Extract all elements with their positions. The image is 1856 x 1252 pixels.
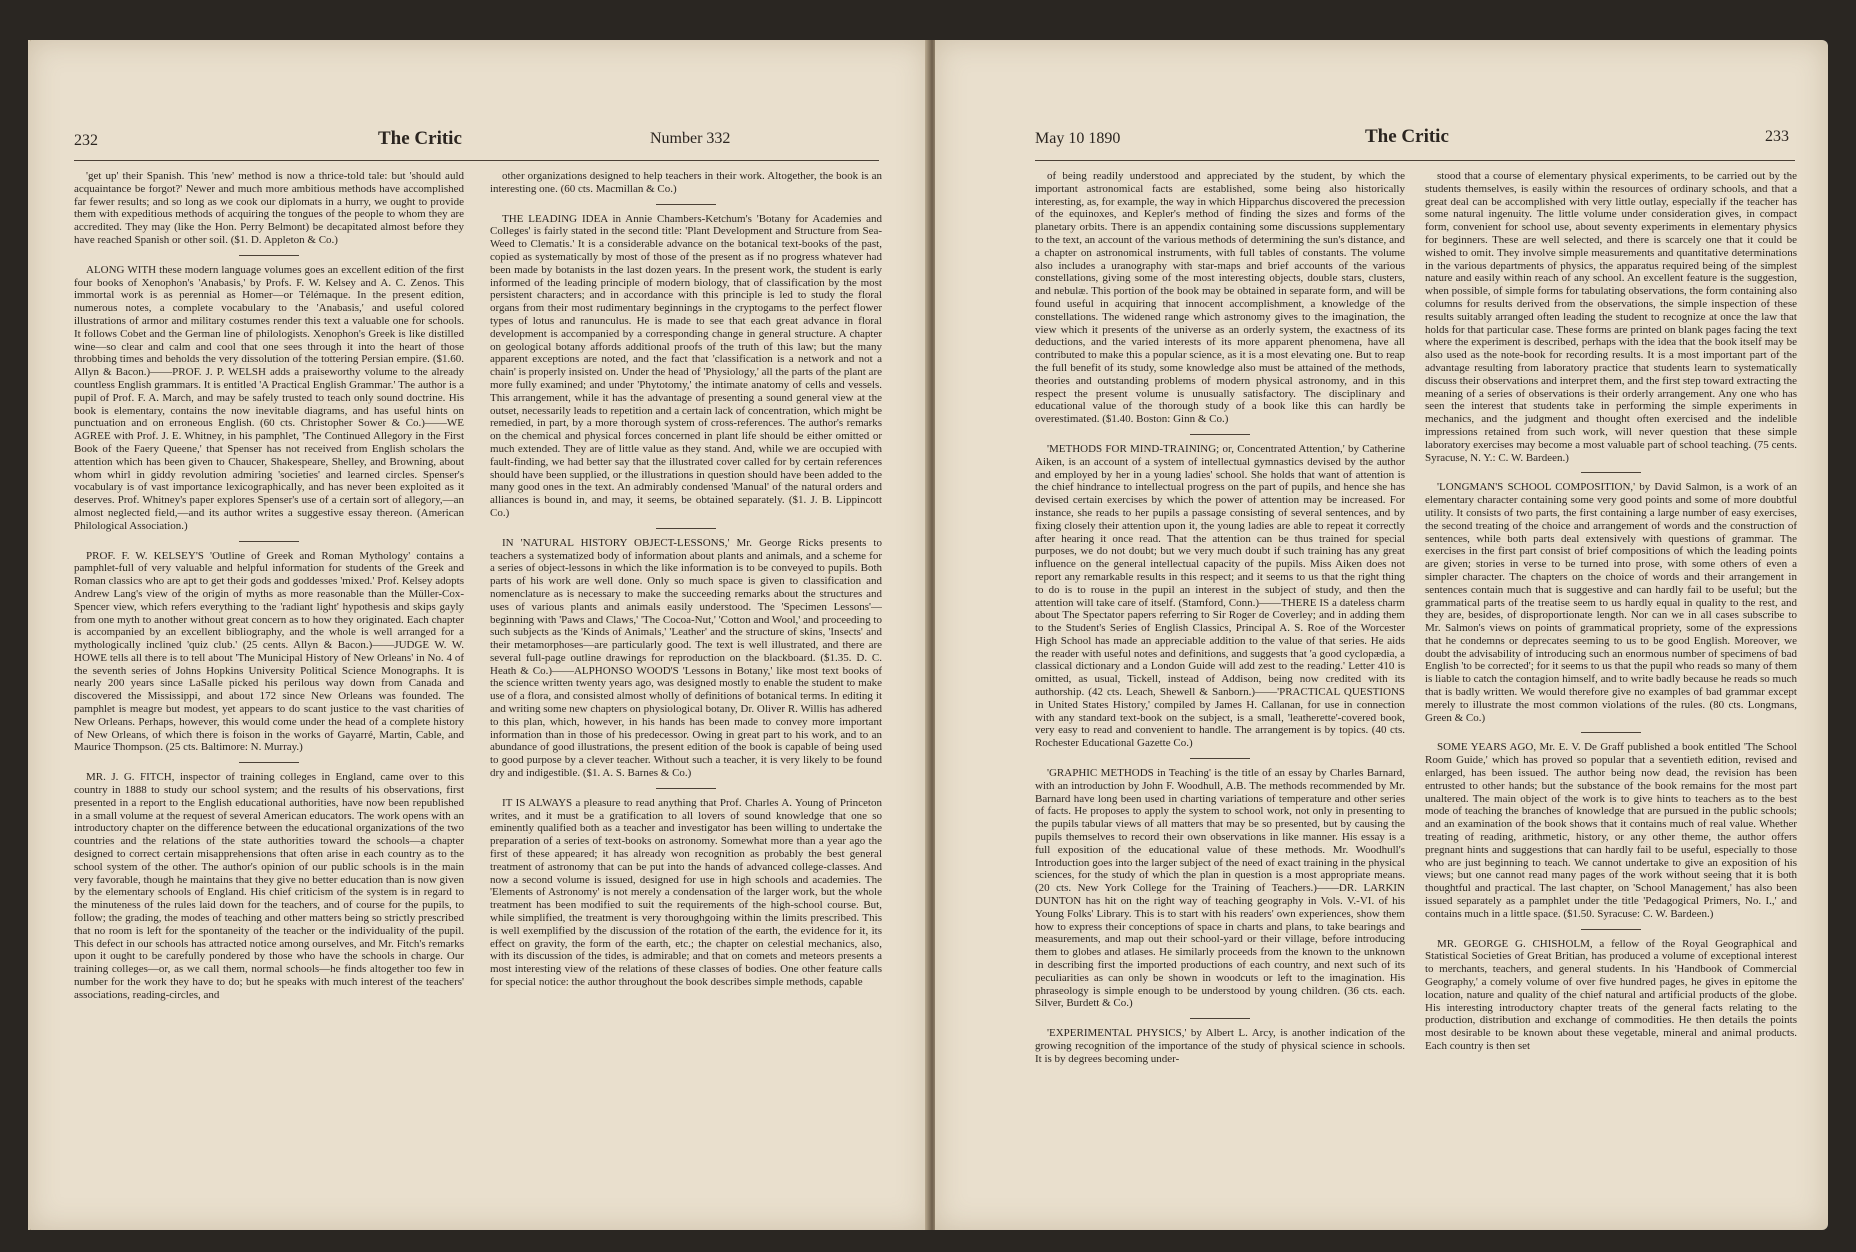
review-paragraph: ALONG WITH these modern language volumes goes an excellent edition of the first four books of Xenophon's 'Anabasis,' by Profs. F. W. Kelsey and A. C. Zenos. This immortal work is as perennial as Homer—or Télémaque. In the present edition, numerous notes, a complete vocabulary to the 'Anabasis,' and useful colored illustrations of armor and military costumes render this text a valuable one for schools. It follows Cobet and the German line of philologists. Xenophon's Greek is like distilled wine—so clear and calm and cool that one sees through it into the heart of those throbbing times and beholds the very dissolution of the tottering Persian empire. ($1.60. Allyn & Bacon.)——PROF. J. P. WELSH adds a praiseworthy volume to the already countless English grammars. It is entitled 'A Practical English Grammar.' The author is a pupil of Prof. F. A. March, and may be safely trusted to teach only sound doctrine. His book is elementary, contains the now inevitable diagrams, and has useful hints on punctuation and on erroneous English. (60 cts. Christopher Sower & Co.)——WE AGREE with Prof. J. E. Whitney, in his pamphlet, 'The Continued Allegory in the First Book of the Faery Queene,' that Spenser has not received from English scholars the attention which has been given to Chaucer, Shakespeare, Shelley, and Browning, about whom whirl in giddy revolution admiring 'societies' and learned circles. Spenser's vocabulary is of vast importance lexicographically, and has never been exploited as it deserves. Prof. Whitney's paper explores Spenser's use of a certain sort of allegory,—an almost neglected field,—and its author writes a suggestive essay thereon. (American Philological Association.) — [74, 263, 464, 532]
left-issue-number: Number 332 — [650, 130, 731, 147]
separator — [239, 541, 299, 542]
separator — [239, 762, 299, 763]
review-paragraph: 'METHODS FOR MIND-TRAINING; or, Concentrated Attention,' by Catherine Aiken, is an account of a system of intellectual gymnastics devised by the author and employed by her in a young ladies' school. She holds that want of attention is the chief hindrance to intellectual progress on the part of pupils, and hence she has devised certain exercises by which the power of attention may be increased. For instance, she reads to her pupils a passage consisting of several sentences, and by fixing closely their attention upon it, the young ladies are able to repeat it correctly after hearing it once read. That the attention can be thus trained for special purposes, we do not doubt; but we very much doubt if such training has any great influence on the general intellectual capacity of the pupils. Miss Aiken does not report any remarkable results in this respect; and it seems to us that the right thing to do is to rouse in the pupil an interest in the subject of study, and then the attention will take care of itself. (Stamford, Conn.)——THERE IS a dateless charm about The Spectator papers referring to Sir Roger de Coverley; and in adding them to the Student's Series of English Classics, Principal A. S. Roe of the Worcester High School has made an appreciable addition to the value of that series. He aids the reader with useful notes and definitions, and suggests that 'a good cyclopædia, a classical dictionary and a London Guide will add zest to the reading.' Letter 410 is omitted, as usual, Tickell, instead of Addison, being now credited with its authorship. (42 cts. Leach, Shewell & Sanborn.)——'PRACTICAL QUESTIONS in United States History,' compiled by James H. Callanan, for use in connection with any standard text-book on the subject, is a small, 'leatherette'-covered book, very easy to read and convenient to handle. The arrangement is by topics. (40 cts. Rochester Educational Gazette Co.) — [1035, 442, 1405, 750]
separator — [1190, 758, 1250, 759]
review-paragraph: THE LEADING IDEA in Annie Chambers-Ketchum's 'Botany for Academies and Colleges' is fairly stated in the second title: 'Plant Development and Structure from Sea-Weed to Clematis.' It is a considerable advance on the botanical text-books of the past, copied as systematically by most of those of the present as if no progress whatever had been made by botanists in the last dozen years. In the present work, the student is early informed of the leading principle of modern biology, that of classification by the most persistent characters; and in accordance with this principle is led to study the floral organs from their most rudimentary beginnings in the cryptogams to the perfect flower types of lotus and ranunculus. He is made to see that each great advance in floral development is accompanied by a corresponding change in general structure. A chapter on geological botany affords additional proofs of the truth of this law; but the many apparent exceptions are noted, and the fact that 'classification is a network and not a chain' is properly insisted on. Under the head of 'Physiology,' all the parts of the plant are more fully examined; and under 'Phytotomy,' the intimate anatomy of cells and vessels. This arrangement, while it has the advantage of presenting a sound general view at the outset, necessarily leads to repetition and a certain lack of concentration, which might be remedied, in part, by a more thorough system of cross-references. The author's remarks on the chemical and physical forces concerned in plant life should be either omitted or much extended. They are of little value as they stand. And, while we are occupied with fault-finding, we had better say that the illustrated cover called for by certain references should have been supplied, or the illustrations in question should have been added to the many good ones in the text. An admirably condensed 'Manual' of the natural orders and alliances is bound in, and may, it seems, be obtained separately. ($1. J. B. Lippincott Co.) — [490, 212, 882, 519]
left-column-1 — [74, 170, 464, 1225]
review-paragraph: 'GRAPHIC METHODS in Teaching' is the title of an essay by Charles Barnard, with an introduction by John F. Woodhull, A.B. The methods recommended by Mr. Barnard have long been used in charting variations of temperature and other series of facts. He proposes to apply the system to school work, not only in presenting to the pupils tabular views of all matters that may be so presented, but by causing the pupils themselves to record their own observations in like manner. His essay is a full exposition of the educational value of these methods. Mr. Woodhull's Introduction goes into the larger subject of the need of exact training in the physical sciences, for the study of which the plan in question is a most appropriate means. (20 cts. New York College for the Training of Teachers.)——DR. LARKIN DUNTON has hit on the right way of teaching geography in Vols. V.-VI. of his Young Folks' Library. This is to start with his readers' own experiences, show them how to express their conceptions of space in charts and plans, to take bearings and measurements, and map out their school-yard or their village, before introducing them to globes and atlases. He similarly proceeds from the known to the unknown in describing first the imported productions of each country, and next such of its peculiarities as can only be shown in woodcuts or left to the imagination. His phraseology is simple enough to be understood by young children. (36 cts. each. Silver, Burdett & Co.) — [1035, 767, 1405, 1010]
separator — [239, 255, 299, 256]
separator — [1581, 929, 1641, 930]
left-column-2 — [490, 170, 882, 1225]
right-column-2 — [1425, 170, 1797, 1225]
review-paragraph: 'EXPERIMENTAL PHYSICS,' by Albert L. Arcy, is another indication of the growing recognition of the importance of the study of physical science in schools. It is by degrees becoming under- — [1035, 1027, 1405, 1065]
separator — [656, 204, 716, 205]
left-page-title: The Critic — [378, 128, 462, 149]
separator — [1581, 732, 1641, 733]
separator — [1190, 434, 1250, 435]
review-paragraph: stood that a course of elementary physical experiments, to be carried out by the students themselves, is easily within the resources of ordinary schools, and that a great deal can be accomplished with very little outlay, especially if the teacher has some natural ingenuity. The little volume under consideration gives, in compact form, convenient for school use, about seventy experiments in elementary physics for beginners. These are well selected, and there is scarcely one that it could be wished to omit. They involve simple measurements and quantitative determinations in the various departments of physics, the apparatus required being of the simplest nature and easily within reach of any school. An excellent feature is the suggestion, when possible, of simple forms for tabulating observations, the form containing also columns for results derived from the observations, the simple inspection of these results suitably arranged often leading the student to recognize at once the law that holds for that particular case. These forms are printed on blank pages facing the text where the experiment is described, perhaps with the idea that the book itself may be also used as the note-book for recording results. It is a most important part of the advantage resulting from laboratory practice that students learn to systematically discuss their observations and interpret them, and the first step toward extracting the meaning of a series of observations is their orderly arrangement. Any one who has seen the interest that students take in performing the simple experiments in mechanics, and the judgment and thought often exercised and the indelible impressions retained from such work, will never question that these simple laboratory exercises may become a most valuable part of school teaching. (75 cents. Syracuse, N. Y.: C. W. Bardeen.) — [1425, 170, 1797, 464]
review-paragraph: 'get up' their Spanish. This 'new' method is now a thrice-told tale: but 'should auld acquaintance be forgot?' Newer and much more ambitious methods have accomplished far fewer results; and so long as we cook our diplomats in a hurry, we ought to provide them with expeditious methods of acquiring the tongues of the people to whom they are accredited. They may (like the Hon. Perry Belmont) be decapitated almost before they have reached Spanish or other soil. ($1. D. Appleton & Co.) — [74, 170, 464, 246]
right-page-number: 233 — [1765, 128, 1789, 145]
review-paragraph: PROF. F. W. KELSEY'S 'Outline of Greek and Roman Mythology' contains a pamphlet-full of very valuable and helpful information for students of the Greek and Roman classics who are apt to get their gods and goddesses 'mixed.' Prof. Kelsey adopts Andrew Lang's view of the origin of myths as more reasonable than the Müller-Cox-Spencer view, which refers everything to the 'radiant light' hypothesis and skips gayly from one myth to another without great concern as to how they originated. Each chapter is accompanied by an excellent bibliography, and the whole is well arranged for a mythologically inclined 'quiz club.' (25 cents. Allyn & Bacon.)——JUDGE W. W. HOWE tells all there is to tell about 'The Municipal History of New Orleans' in No. 4 of the seventh series of Johns Hopkins University Political Science Monographs. It is nearly 200 years since LaSalle picked his perilous way down from Canada and discovered the Mississippi, and about 172 since New Orleans was founded. The pamphlet is meagre but modest, yet appears to do scant justice to the vast charities of New Orleans. Perhaps, however, this would come under the head of a complete history of New Orleans, of which there is foison in the works of Gayarré, Martin, Cable, and Maurice Thompson. (25 cts. Baltimore: N. Murray.) — [74, 549, 464, 754]
right-column-1 — [1035, 170, 1405, 1225]
separator — [656, 528, 716, 529]
left-header-rule — [74, 160, 879, 161]
review-paragraph: MR. J. G. FITCH, inspector of training colleges in England, came over to this country in 1888 to study our school system; and the results of his observations, first presented in a report to the English educational authorities, have now been republished in a small volume at the request of several American educators. The work opens with an introductory chapter on the difference between the educational organizations of the two countries and the relations of the state authorities toward the schools—a chapter designed to correct certain misapprehensions that often arise in each country as to the school system of the other. The author's opinion of our public schools is in the main very favorable, though he maintains that they give no better education than is now given by the elementary schools of England. His chief criticism of the system is in regard to the minuteness of the rules laid down for the teachers, and of course for the pupils, to follow; the grading, the modes of teaching and other matters being so strictly prescribed that no room is left for the spontaneity of the teacher or the individuality of the pupil. This defect in our schools has attracted notice among ourselves, and Mr. Fitch's remarks upon it ought to be carefully pondered by those who have the schools in charge. Our training colleges—or, as we call them, normal schools—he finds altogether too few in number for the work they have to do; but he speaks with much interest of the teachers' associations, reading-circles, and — [74, 771, 464, 1001]
review-paragraph: 'LONGMAN'S SCHOOL COMPOSITION,' by David Salmon, is a work of an elementary character containing some very good points and some of more doubtful utility. It consists of two parts, the first containing a large number of easy exercises, the second treating of the choice and arrangement of words and the construction of sentences, while both parts deal extensively with questions of grammar. The exercises in the first part consist of brief compositions of which the leading points are given; stories in verse to be turned into prose, with some others of even a simpler character. The chapters on the choice of words and their arrangement in sentences contain much that is suggestive and can hardly fail to be useful; but the grammatical parts of the treatise seem to us hardly equal in quality to the rest, and they are, besides, of disproportionate length. Nor can we in all cases subscribe to Mr. Salmon's views on points of grammatical propriety, some of the expressions that he condemns or deprecates seeming to us to be good English. Moreover, we doubt the advisability of introducing such an enormous number of specimens of bad English 'to be corrected'; for it seems to us that the pupil who reads so many of them is liable to catch the contagion himself, and to write badly because he reads so much that is badly written. We would therefore give no examples of bad grammar except merely to illustrate the most common violations of the rules. (80 cts. Longmans, Green & Co.) — [1425, 481, 1797, 724]
separator — [656, 788, 716, 789]
review-paragraph: IT IS ALWAYS a pleasure to read anything that Prof. Charles A. Young of Princeton writes, and it must be a gratification to all lovers of sound knowledge that one so eminently qualified both as a teacher and investigator has been willing to undertake the preparation of a series of text-books on astronomy. Somewhat more than a year ago the first of these appeared; it has already won recognition as probably the best general treatment of astronomy that can be put into the hands of advanced college-classes. And now a second volume is issued, designed for use in high schools and academies. The 'Elements of Astronomy' is not merely a condensation of the larger work, but the whole treatment has been modified to suit the requirements of the high-school course. But, while simplified, the treatment is very thoroughgoing within the limits prescribed. This is well exemplified by the discussion of the rotation of the earth, the evidence for it, its effect on gravity, the form of the earth, etc.; the chapter on celestial mechanics, also, with its discussion of the tides, is admirable; and that on comets and meteors presents a most interesting view of the relations of these classes of bodies. One other feature calls for special notice: the author throughout the book describes simple methods, capable — [490, 796, 882, 989]
right-page — [935, 40, 1828, 1230]
review-paragraph: of being readily understood and appreciated by the student, by which the important astronomical facts are established, some being also historically interesting, as, for example, the way in which Hipparchus discovered the precession of the equinoxes, and Kepler's method of finding the sizes and forms of the planetary orbits. There is an appendix containing some discussions supplementary to the text, an account of the various methods of determining the sun's distance, and a chapter on astronomical instruments, with full tables of constants. The volume also includes a uranography with star-maps and brief accounts of the various constellations, giving some of the most interesting objects, double stars, clusters, and nebulæ. This portion of the book may be obtained in separate form, and will be found useful in acquiring that innocent accomplishment, a knowledge of the constellations. The widened range which astronomy gives to the imagination, the view which it presents of the universe as an orderly system, the exactness of its deductions, and the varied interests of its more apparent phenomena, have all contributed to make this a popular science, as it is a most elevating one. But to reap the full benefit of its study, some knowledge also must be attained of the methods, theories and outstanding problems of modern physical astronomy, and in this respect the present volume is unusually satisfactory. The disciplinary and educational value of the thorough study of a book like this can hardly be overestimated. ($1.40. Boston: Ginn & Co.) — [1035, 170, 1405, 426]
separator — [1190, 1018, 1250, 1019]
right-page-title: The Critic — [1365, 126, 1449, 147]
review-paragraph: MR. GEORGE G. CHISHOLM, a fellow of the Royal Geographical and Statistical Societies of Great Britian, has produced a volume of exceptional interest to merchants, teachers, and general students. In his 'Handbook of Commercial Geography,' a comely volume of over five hundred pages, he gives in epitome the location, nature and quality of the chief natural and artificial products of the globe. His interesting introductory chapter treats of the general facts relating to the production, distribution and exchange of commodities. He then details the points most desirable to be known about these vegetable, mineral and animal products. Each country is then set — [1425, 937, 1797, 1052]
left-page — [28, 40, 928, 1230]
left-page-number: 232 — [74, 132, 98, 149]
right-header — [935, 128, 1828, 158]
review-paragraph: SOME YEARS AGO, Mr. E. V. De Graff published a book entitled 'The School Room Guide,' which has proved so popular that a seventieth edition, revised and enlarged, has been issued. The author being now dead, the revision has been entrusted to other hands; but the substance of the book remains for the most part unaltered. The main object of the work is to give hints to teachers as to the best mode of teaching the branches of knowledge that are pursued in the public schools; and an examination of the book shows that it contains much of real value. Whether treating of reading, arithmetic, history, or any other theme, the author offers pregnant hints and suggestions that can hardly fail to be useful, especially to those who are just beginning to teach. We cannot undertake to give an exposition of his views; but one cannot read many pages of the work without seeing that it is both thoughtful and practical. The last chapter, on 'School Management,' has also been issued separately as a pamphlet under the title 'Pedagogical Primers, No. I.,' and contains much in a little space. ($1.50. Syracuse: C. W. Bardeen.) — [1425, 741, 1797, 920]
review-paragraph: IN 'NATURAL HISTORY OBJECT-LESSONS,' Mr. George Ricks presents to teachers a systematized body of information about plants and animals, and a scheme for a series of object-lessons in which the like information is to be conveyed to pupils. Both parts of his work are well done. Only so much space is given to classification and nomenclature as is necessary to make the succeeding remarks about the structures and uses of various plants and animals easily understood. The 'Specimen Lessons'—beginning with 'Paws and Claws,' 'The Cocoa-Nut,' 'Cotton and Wool,' and proceeding to such subjects as the 'Kinds of Animals,' 'Leather' and the structure of skins, 'Insects' and their metamorphoses—are particularly good. The text is well illustrated, and there are several full-page outline drawings for reproduction on the blackboard. ($1.35. D. C. Heath & Co.)——ALPHONSO WOOD'S 'Lessons in Botany,' like most text books of the science written twenty years ago, was designed mostly to enable the student to make use of a flora, and consisted almost wholly of definitions of botanical terms. In editing it and writing some new chapters on physiological botany, Dr. Oliver R. Willis has adhered to this plan, which, however, in his hands has been made to convey more important information than in those of his predecessor. Owing in great part to his work, and to an abundance of good illustrations, the present edition of the book is capable of being used to good purpose by a clever teacher. Without such a teacher, it is very likely to be found dry and indigestible. ($1. A. S. Barnes & Co.) — [490, 536, 882, 780]
right-issue-date: May 10 1890 — [1035, 130, 1121, 147]
right-header-rule — [1035, 160, 1795, 161]
review-paragraph: other organizations designed to help teachers in their work. Altogether, the book is an interesting one. (60 cts. Macmillan & Co.) — [490, 170, 882, 195]
separator — [1581, 472, 1641, 473]
left-header — [28, 128, 928, 158]
